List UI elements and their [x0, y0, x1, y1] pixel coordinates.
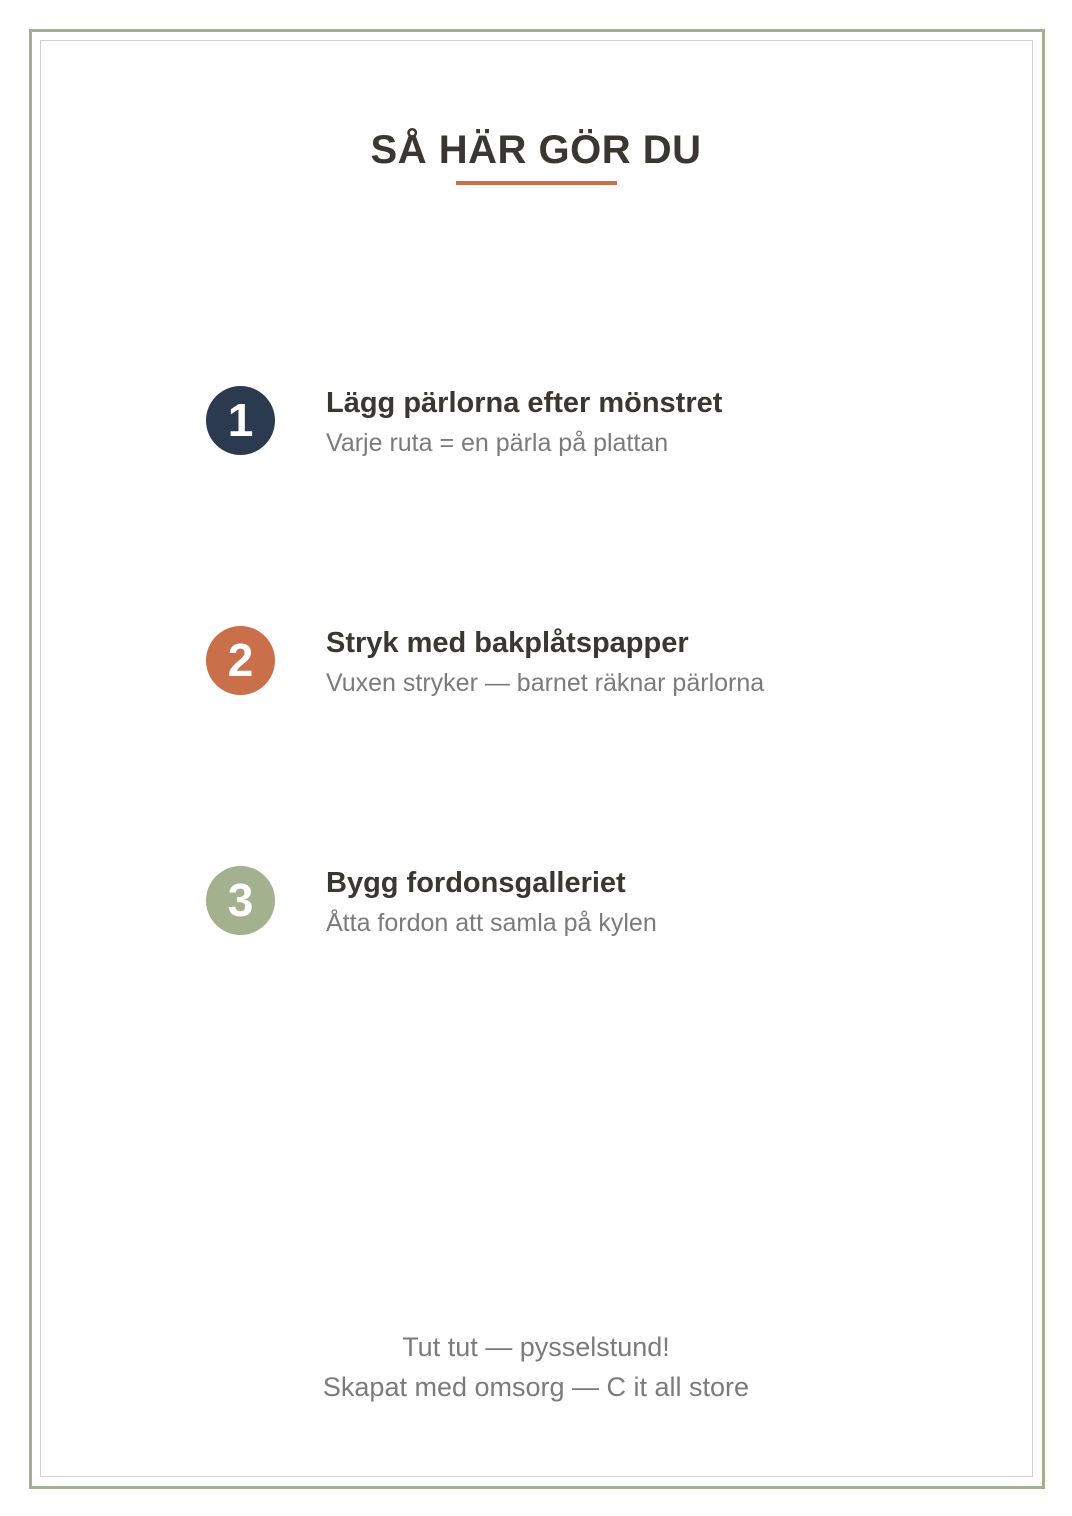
- step-1: [206, 386, 906, 466]
- step-number-badge: 3: [206, 866, 275, 935]
- step-3: [206, 866, 906, 946]
- title-underline: [456, 181, 617, 185]
- step-description: Vuxen stryker — barnet räknar pärlorna: [326, 669, 765, 697]
- step-title: Stryk med bakplåtspapper: [326, 627, 689, 659]
- step-description: Åtta fordon att samla på kylen: [326, 909, 657, 937]
- step-2: [206, 626, 906, 706]
- step-number-badge: 2: [206, 626, 275, 695]
- footer-tagline: Tut tut — pysselstund!: [402, 1332, 670, 1362]
- footer-credit: Skapat med omsorg — C it all store: [322, 1372, 750, 1402]
- page-title: SÅ HÄR GÖR DU: [370, 128, 702, 172]
- step-number-badge: 1: [206, 386, 275, 455]
- step-title: Lägg pärlorna efter mönstret: [326, 387, 723, 419]
- inner-border: [40, 40, 1033, 1477]
- step-title: Bygg fordonsgalleriet: [326, 867, 626, 899]
- step-description: Varje ruta = en pärla på plattan: [326, 429, 669, 457]
